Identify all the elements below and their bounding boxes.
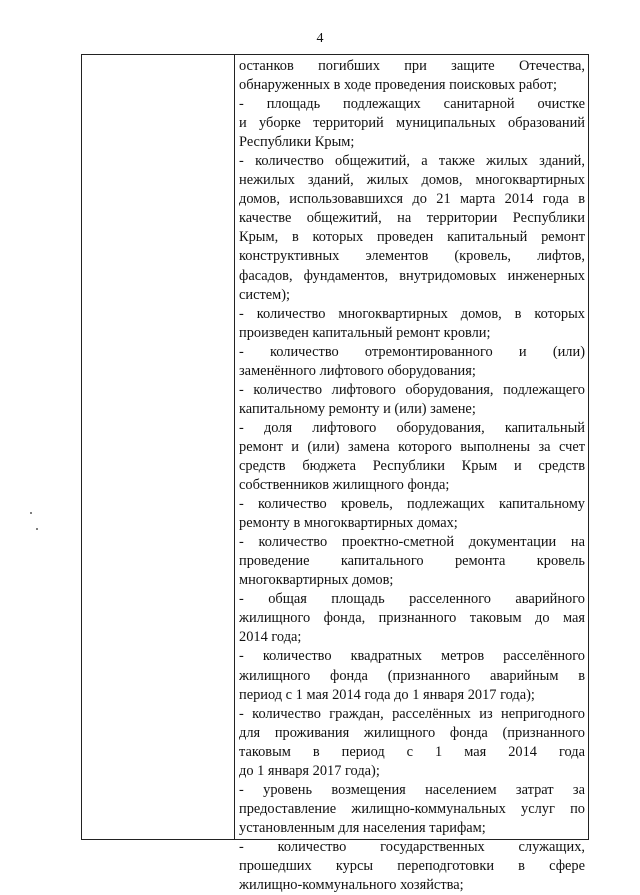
text-line: обнаруженных в ходе проведения поисковых работ; (239, 77, 557, 94)
text-line: нежилых зданий, жилых домов, многоквартирных (239, 172, 585, 189)
text-line: - общая площадь расселенного аварийного (239, 591, 585, 608)
table-cell-left-empty (82, 55, 234, 839)
text-line: - доля лифтового оборудования, капитальный (239, 419, 585, 436)
text-line: предоставление жилищно-коммунальных услуг по (239, 800, 585, 817)
text-line: ремонту в многоквартирных домах; (239, 515, 458, 532)
scan-speck (36, 528, 38, 530)
text-line: - количество проектно-сметной документации на (239, 534, 585, 551)
text-line: фасадов, фундаментов, внутридомовых инженерных (239, 267, 585, 284)
text-line: до 1 января 2017 года); (239, 762, 380, 779)
text-line: - количество кровель, подлежащих капитальному (239, 496, 585, 513)
text-line: - площадь подлежащих санитарной очистке (239, 96, 585, 113)
column-divider (234, 55, 235, 839)
text-line: останков погибших при защите Отечества, (239, 58, 585, 74)
text-line: Крым, в которых проведен капитальный ремонт (239, 229, 585, 246)
text-line: Республики Крым; (239, 134, 355, 151)
text-line: средств бюджета Республики Крым и средств (239, 457, 585, 474)
text-line: - количество государственных служащих, (239, 838, 585, 855)
text-line: жилищно-коммунального хозяйства; (239, 877, 464, 894)
text-line: конструктивных элементов (кровель, лифтов, (239, 248, 585, 265)
text-line: и уборке территорий муниципальных образований (239, 115, 585, 132)
text-line: - количество отремонтированного и (или) (239, 343, 585, 360)
text-line: - уровень возмещения населением затрат за (239, 781, 585, 798)
text-line: систем); (239, 286, 291, 303)
page-number: 4 (316, 31, 324, 46)
scan-speck (30, 512, 32, 514)
table-cell-indicators (239, 57, 585, 895)
text-line: ремонт и (или) замена которого выполнены за счет (239, 438, 585, 455)
text-line: таковым в период с 1 мая 2014 года (239, 743, 585, 760)
text-line: период с 1 мая 2014 года до 1 января 2017 года); (239, 686, 535, 703)
text-line: качестве общежитий, на территории Республики (239, 210, 585, 227)
text-line: проведение капитального ремонта кровель (239, 553, 585, 570)
text-line: установленным для населения тарифам; (239, 819, 486, 836)
text-line: - количество квадратных метров расселённого (239, 648, 585, 665)
text-line: произведен капитальный ремонт кровли; (239, 324, 491, 341)
text-line: - количество общежитий, а также жилых зданий, (239, 153, 585, 170)
text-line: собственников жилищного фонда; (239, 477, 450, 494)
text-line: для проживания жилищного фонда (признанного (239, 724, 585, 741)
text-line: 2014 года; (239, 629, 302, 646)
text-line: заменённого лифтового оборудования; (239, 362, 476, 379)
text-line: капитальному ремонту и (или) замене; (239, 400, 476, 417)
text-line: жилищного фонда (признанного аварийным в (239, 667, 585, 684)
text-line: прошедших курсы переподготовки в сфере (239, 857, 585, 874)
text-line: - количество граждан, расселённых из непригодного (239, 705, 585, 722)
document-table (81, 54, 589, 894)
text-line: - количество лифтового оборудования, подлежащего (239, 381, 585, 398)
text-line: домов, использовавшихся до 21 марта 2014 года в (239, 191, 585, 208)
text-line: многоквартирных домов; (239, 572, 394, 589)
text-line: - количество многоквартирных домов, в которых (239, 305, 585, 322)
text-line: жилищного фонда, признанного таковым до мая (239, 610, 585, 627)
